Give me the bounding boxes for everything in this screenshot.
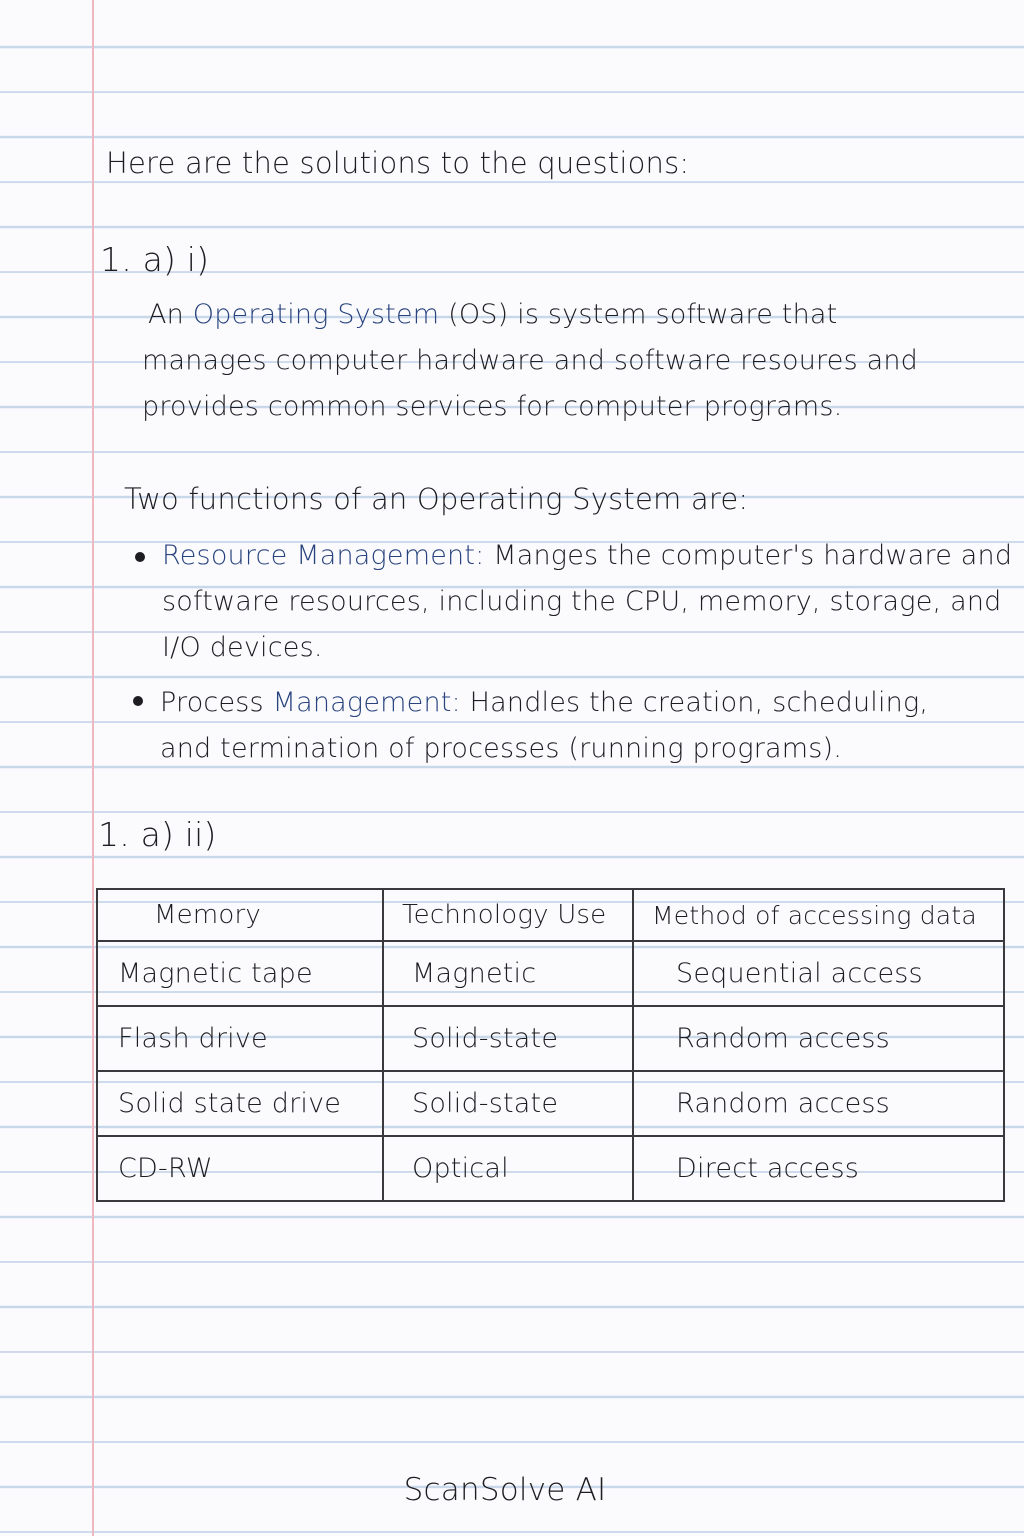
table-cell: Solid state drive [97, 1071, 383, 1136]
intro-text: Here are the solutions to the questions: [106, 146, 690, 180]
table-cell: Random access [633, 1071, 1004, 1136]
table-header-row [97, 889, 1004, 941]
bullet-text: Handles the creation, scheduling, [460, 687, 929, 718]
bullet-resource-management [162, 533, 1012, 671]
table-row [97, 1071, 1004, 1136]
footer-brand: ScanSolve AI [403, 1472, 607, 1508]
os-term: Operating System [192, 299, 440, 330]
header-access-method: Method of accessing data [633, 889, 1004, 941]
margin-line [92, 0, 94, 1536]
bullet-line [162, 533, 1012, 579]
table-row [97, 941, 1004, 1006]
bullet-term: Management: [296, 540, 485, 571]
bullet-text: Manges the computer's hardware and [484, 540, 1013, 571]
bullet-term: Resource [162, 540, 288, 571]
table-cell: Magnetic [383, 941, 633, 1006]
table-row [97, 1006, 1004, 1071]
memory-table [96, 888, 1005, 1202]
os-definition-end: (OS) is system software that [439, 299, 838, 330]
bullet-term: Process [160, 687, 264, 718]
header-memory: Memory [97, 889, 383, 941]
os-definition-line-2: manages computer hardware and software resoures and [142, 345, 919, 376]
bullet-line: software resources, including the CPU, memory, storage, and [162, 586, 1002, 617]
bullet-dot [135, 552, 145, 562]
table-cell: CD-RW [97, 1136, 383, 1201]
os-definition-line-1 [142, 292, 918, 338]
header-technology-use: Technology Use [383, 889, 633, 941]
table-cell: Sequential access [633, 941, 1004, 1006]
table-row [97, 1136, 1004, 1201]
os-definition-start: An [148, 299, 193, 330]
os-definition [142, 292, 918, 430]
functions-intro: Two functions of an Operating System are: [124, 482, 749, 516]
bullet-process-management [160, 680, 928, 772]
question-label-1aii: 1. a) ii) [98, 815, 217, 854]
bullet-line [160, 680, 928, 726]
bullet-term: Management: [272, 687, 461, 718]
table-cell: Solid-state [383, 1071, 633, 1136]
table-cell: Direct access [633, 1136, 1004, 1201]
table-cell: Flash drive [97, 1006, 383, 1071]
bullet-dot [133, 696, 143, 706]
bullet-line: and termination of processes (running programs). [160, 733, 843, 764]
bullet-line: I/O devices. [162, 632, 323, 663]
table-cell: Optical [383, 1136, 633, 1201]
os-definition-line-3: provides common services for computer programs. [142, 391, 843, 422]
question-label-1ai: 1. a) i) [100, 240, 210, 279]
table-cell: Random access [633, 1006, 1004, 1071]
table-cell: Solid-state [383, 1006, 633, 1071]
table-cell: Magnetic tape [97, 941, 383, 1006]
